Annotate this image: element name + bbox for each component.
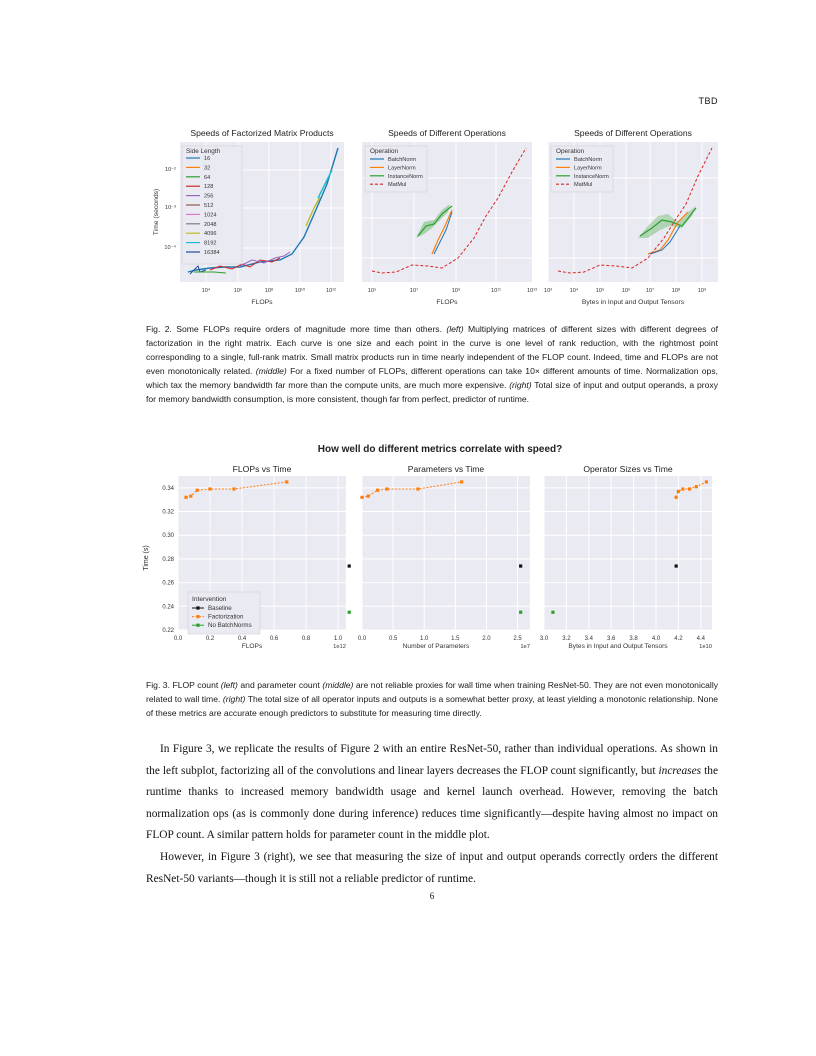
fig3-caption-middle: (middle) <box>322 680 354 690</box>
fig2-ytick: 10⁻³ <box>164 205 176 211</box>
figure-3-caption <box>146 678 718 720</box>
fig3-point-baseline <box>519 564 522 567</box>
fig2-legend-label: 512 <box>204 203 214 209</box>
fig2-xtick: 10⁹ <box>697 288 707 294</box>
fig2-xlabel-2: FLOPs <box>436 299 458 306</box>
fig3-ytick: 0.32 <box>162 509 174 516</box>
fig2-xtick: 10⁹ <box>451 288 461 294</box>
fig3-ytick: 0.26 <box>162 580 174 587</box>
fig2-xtick: 10⁴ <box>201 288 211 294</box>
fig3-point-factorization <box>681 487 684 490</box>
fig3-xtick: 4.2 <box>674 636 683 642</box>
fig2-legend-label: 256 <box>204 193 214 200</box>
fig2-xtick: 10⁷ <box>409 288 419 294</box>
fig2-panel-3 <box>544 128 718 306</box>
fig3-ytick: 0.22 <box>162 628 174 634</box>
fig3-ytick: 0.28 <box>162 556 174 563</box>
fig2-panel-2 <box>362 128 537 306</box>
fig2-panel-1 <box>153 128 344 306</box>
fig2-legend-label: 64 <box>204 174 211 181</box>
fig2-ytick: 10⁻⁴ <box>164 245 176 251</box>
fig2-ytick: 10⁻² <box>164 167 176 173</box>
fig3-suptitle: How well do different metrics correlate with speed? <box>317 444 563 455</box>
fig3-caption-c: are not reliable proxies for wall time when training ResNet-50. They are not even monotonically related to wall time. <box>146 680 719 705</box>
fig2-panel-2-xticks <box>368 287 537 294</box>
fig3-point-factorization <box>705 480 708 483</box>
body-text <box>146 739 718 890</box>
fig2-legend-label: BatchNorm <box>574 157 602 163</box>
fig2-panel-3-xticks <box>544 287 707 294</box>
fig2-caption-left: (left) <box>446 324 464 334</box>
figure-2-caption <box>146 322 718 407</box>
page-number: 6 <box>429 891 435 901</box>
fig2-legend-label: InstanceNorm <box>388 173 423 180</box>
fig3-point-factorization <box>416 487 419 490</box>
fig3-point-baseline <box>348 564 351 567</box>
fig2-legend-label: 16 <box>204 156 211 162</box>
fig3-point-no-batchnorms <box>348 611 351 614</box>
fig2-xtick: 10⁶ <box>233 288 243 294</box>
running-header: TBD <box>698 96 718 106</box>
fig2-xtick: 10⁶ <box>621 288 631 294</box>
fig3-xtick: 3.0 <box>539 636 549 642</box>
fig2-legend-label: BatchNorm <box>388 157 416 163</box>
fig3-xtick: 0.0 <box>357 636 367 642</box>
fig3-point-factorization <box>208 487 211 490</box>
fig2-caption-right: (right) <box>509 380 532 391</box>
fig2-legend-label: LayerNorm <box>574 165 602 172</box>
fig3-xtick: 0.2 <box>205 636 215 642</box>
fig3-point-factorization <box>695 485 698 488</box>
body-p1-a: In Figure 3, we replicate the results of Figure 2 with an entire ResNet-50, rather than individual operations. As shown in the left subplot, factorizing all of the convolutions and linear layers decreases the FLOP count significantly, but <box>146 743 718 777</box>
fig3-xtick: 4.0 <box>651 636 661 642</box>
fig3-xtick: 1.5 <box>451 636 460 642</box>
fig2-legend-label: 128 <box>204 184 214 191</box>
fig3-title: Operator Sizes vs Time <box>583 464 673 474</box>
fig3-point-baseline <box>675 564 678 567</box>
fig3-ytick: 0.24 <box>162 604 174 611</box>
fig2-xtick: 10⁸ <box>671 288 681 294</box>
fig2-title-2: Speeds of Different Operations <box>388 128 506 138</box>
fig2-xtick: 10¹⁰ <box>294 288 306 294</box>
body-paragraph-1 <box>146 739 718 847</box>
fig2-xtick: 10⁵ <box>595 288 605 294</box>
fig2-legend-title-3: Operation <box>556 148 585 155</box>
fig2-legend-title-2: Operation <box>370 148 399 155</box>
fig2-xtick: 10⁷ <box>645 288 655 294</box>
fig3-xtick: 3.8 <box>629 636 638 642</box>
fig3-xtick: 3.4 <box>584 636 593 642</box>
fig3-xtick: 0.0 <box>173 636 183 642</box>
fig3-point-factorization <box>675 496 678 499</box>
fig3-legend-label: Baseline <box>208 605 232 612</box>
fig3-point-factorization <box>367 495 370 498</box>
fig3-xtick: 1.0 <box>333 636 343 642</box>
fig3-panel-2 <box>358 464 530 650</box>
fig3-xtick: 4.4 <box>696 636 705 642</box>
fig3-offset-label: 1e12 <box>333 644 346 650</box>
fig3-ytick: 0.34 <box>162 485 174 492</box>
fig3-point-factorization <box>232 487 235 490</box>
fig3-caption-b: and parameter count <box>240 680 320 690</box>
fig3-xlabel: Bytes in Input and Output Tensors <box>568 643 668 650</box>
fig2-title-1: Speeds of Factorized Matrix Products <box>190 128 334 138</box>
fig2-title-3: Speeds of Different Operations <box>574 128 692 138</box>
fig2-xtick: 10¹¹ <box>491 288 501 294</box>
fig2-legend-label: 16384 <box>204 250 220 256</box>
figure-3 <box>140 438 724 666</box>
fig3-title: FLOPs vs Time <box>232 464 292 474</box>
fig3-ytick: 0.30 <box>162 533 174 540</box>
fig2-xtick: 10⁸ <box>264 288 274 294</box>
fig3-point-factorization <box>285 480 288 483</box>
fig2-caption-b: Multiplying matrices of different sizes with different degrees of factorization in the right matrix. Each curve is one size and each point in the curve is one level of rank reduction, with the rightmost point corresponding to a single, full-rank matrix. Small matrix products run in time nearly independent of the FLOP count. Indeed, time and FLOPs are not even monotonically related. <box>146 324 719 377</box>
fig3-point-factorization <box>385 487 388 490</box>
fig2-legend-label: 4096 <box>204 231 217 238</box>
fig3-legend-title: Intervention <box>192 596 227 603</box>
fig3-caption-left: (left) <box>220 680 238 690</box>
fig2-caption-middle: (middle) <box>255 366 287 377</box>
fig2-legend-label: InstanceNorm <box>574 173 609 180</box>
fig2-xtick: 10³ <box>543 288 553 294</box>
fig3-point-factorization <box>677 490 680 493</box>
fig3-panel-bg <box>362 476 530 630</box>
fig2-caption-d: Total size of input and output operands, a proxy for memory bandwidth consumption, is more consistent, though far from perfect, predictor of runtime. <box>146 380 718 405</box>
fig3-xtick: 0.6 <box>269 636 279 642</box>
fig3-point-factorization <box>376 489 379 492</box>
fig3-title: Parameters vs Time <box>407 464 485 474</box>
fig3-xtick: 0.8 <box>301 636 311 642</box>
fig3-xlabel: FLOPs <box>241 643 263 650</box>
fig2-caption-c: For a fixed number of FLOPs, different operations can take 10× different amounts of time. Normalization ops, which tax the memory bandwidth far more than the compute units, are much more expensive. <box>146 366 719 391</box>
fig2-legend-label: 2048 <box>204 221 217 228</box>
fig3-offset-label: 1e7 <box>520 644 530 650</box>
fig3-caption-right: (right) <box>222 694 246 705</box>
fig2-legend-title-1: Side Length <box>186 148 221 155</box>
fig3-point-no-batchnorms <box>519 611 522 614</box>
fig3-legend-label: No BatchNorms <box>208 622 252 630</box>
body-paragraph-2: However, in Figure 3 (right), we see that measuring the size of input and output operands correctly orders the different ResNet-50 variants—though it is still not a reliable predictor of runtime. <box>146 850 718 885</box>
fig3-legend-label: Factorization <box>208 613 244 621</box>
fig3-caption-label: Fig. 3. <box>146 680 170 690</box>
fig3-panel-bg <box>544 476 712 630</box>
fig3-xtick: 0.5 <box>388 636 398 642</box>
fig3-xtick: 2.5 <box>513 636 522 642</box>
fig3-xtick: 2.0 <box>482 636 491 642</box>
fig2-caption-a: Some FLOPs require orders of magnitude more time than others. <box>176 324 442 334</box>
fig3-xlabel: Number of Parameters <box>402 643 470 650</box>
fig3-point-factorization <box>184 496 187 499</box>
fig2-xtick: 10¹³ <box>527 288 537 294</box>
fig3-point-factorization <box>460 480 463 483</box>
fig2-legend-label: 1024 <box>204 212 217 219</box>
fig2-legend-label: MatMul <box>574 182 593 189</box>
fig2-ylabel: Time (seconds) <box>153 188 160 236</box>
fig3-xtick: 1.0 <box>420 636 429 642</box>
fig2-legend-label: 32 <box>204 165 211 172</box>
fig3-legend-marker <box>196 615 199 618</box>
fig3-point-factorization <box>196 489 199 492</box>
fig3-point-no-batchnorms <box>551 611 554 614</box>
fig3-xtick: 0.4 <box>237 636 247 642</box>
fig3-caption-d: The total size of all operator inputs and outputs is a somewhat better proxy, at least yielding a monotonic relationship. None of these metrics are accurate enough predictors to substitute for measuring time directly. <box>146 694 719 719</box>
fig3-panel-3 <box>540 464 712 650</box>
fig3-point-factorization <box>688 487 691 490</box>
fig3-point-factorization <box>189 495 192 498</box>
fig2-xlabel-1: FLOPs <box>251 299 273 306</box>
fig3-offset-label: 1e10 <box>699 644 712 650</box>
fig3-point-factorization <box>360 496 363 499</box>
fig3-xtick: 3.2 <box>562 636 571 642</box>
fig2-xtick: 10⁴ <box>569 288 579 294</box>
fig3-legend-marker <box>196 624 199 627</box>
fig2-legend-label: LayerNorm <box>388 165 416 172</box>
fig3-legend <box>188 592 260 634</box>
fig2-xlabel-3: Bytes in Input and Output Tensors <box>581 299 685 306</box>
fig2-xtick: 10¹² <box>326 288 336 294</box>
fig3-caption-a: FLOP count <box>172 680 219 690</box>
fig2-caption-label: Fig. 2. <box>146 324 172 334</box>
fig2-panel-1-xticks <box>202 287 336 294</box>
fig3-legend-marker <box>196 606 199 609</box>
fig2-xtick: 10⁵ <box>367 288 377 294</box>
body-p1-b: the runtime thanks to increased memory bandwidth usage and kernel launch overhead. However, removing the batch normalization ops (as is commonly done during inference) reduces time significantly—despite having almost no impact on FLOP count. A similar pattern holds for parameter count in the middle plot. <box>146 764 718 842</box>
fig2-legend-label: 8192 <box>204 240 217 247</box>
fig3-ylabel: Time (s) <box>143 545 150 571</box>
fig3-xtick: 3.6 <box>607 636 616 642</box>
fig2-legend-label: MatMul <box>388 182 407 189</box>
figure-2 <box>140 122 724 318</box>
body-p1-emphasis: increases <box>658 764 702 777</box>
